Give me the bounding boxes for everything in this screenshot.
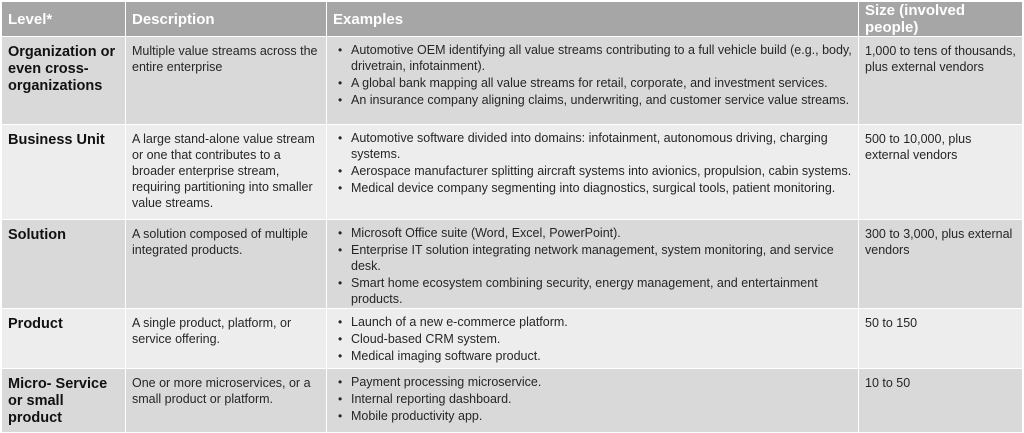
examples-list — [331, 225, 852, 307]
size-cell: 1,000 to tens of thousands, plus external vendors — [859, 37, 1023, 125]
header-examples: Examples — [327, 2, 859, 37]
header-level: Level* — [2, 2, 126, 37]
bullet-icon: • — [338, 349, 343, 363]
table-row — [2, 369, 1023, 433]
example-text: Microsoft Office suite (Word, Excel, PowerPoint). — [351, 226, 621, 240]
bullet-icon: • — [338, 332, 343, 346]
example-text: Enterprise IT solution integrating network management, system monitoring, and service desk. — [351, 243, 834, 273]
example-item — [331, 180, 852, 196]
header-description: Description — [126, 2, 327, 37]
example-text: Internal reporting dashboard. — [351, 392, 512, 406]
example-text: Medical imaging software product. — [351, 349, 541, 363]
example-text: A global bank mapping all value streams for retail, corporate, and investment services. — [351, 76, 828, 90]
examples-cell — [327, 309, 859, 369]
example-item — [331, 42, 852, 74]
example-item — [331, 331, 852, 347]
examples-list — [331, 130, 852, 196]
size-cell: 300 to 3,000, plus external vendors — [859, 220, 1023, 309]
table-row — [2, 220, 1023, 309]
level-cell: Solution — [2, 220, 126, 309]
table-header — [2, 2, 1023, 37]
example-item — [331, 130, 852, 162]
value-stream-levels-table — [1, 1, 1023, 433]
bullet-icon: • — [338, 392, 343, 406]
description-cell: Multiple value streams across the entire enterprise — [126, 37, 327, 125]
bullet-icon: • — [338, 409, 343, 423]
examples-list — [331, 314, 852, 364]
bullet-icon: • — [338, 93, 343, 107]
level-cell: Organization or even cross-organizations — [2, 37, 126, 125]
example-item — [331, 275, 852, 307]
example-item — [331, 408, 852, 424]
example-item — [331, 314, 852, 330]
table-row — [2, 125, 1023, 220]
level-cell: Micro- Service or small product — [2, 369, 126, 433]
level-cell: Product — [2, 309, 126, 369]
example-text: Automotive OEM identifying all value streams contributing to a full vehicle build (e.g., body, drivetrain, infotainment). — [351, 43, 852, 73]
example-text: Launch of a new e-commerce platform. — [351, 315, 568, 329]
description-cell: A single product, platform, or service offering. — [126, 309, 327, 369]
description-cell: A large stand-alone value stream or one that contributes to a broader enterprise stream, requiring partitioning into smaller value streams. — [126, 125, 327, 220]
examples-cell — [327, 125, 859, 220]
bullet-icon: • — [338, 315, 343, 329]
header-size: Size (involved people) — [859, 2, 1023, 37]
level-cell: Business Unit — [2, 125, 126, 220]
examples-cell — [327, 220, 859, 309]
table-row — [2, 309, 1023, 369]
example-text: Mobile productivity app. — [351, 409, 483, 423]
example-text: Payment processing microservice. — [351, 375, 542, 389]
size-cell: 500 to 10,000, plus external vendors — [859, 125, 1023, 220]
bullet-icon: • — [338, 276, 343, 290]
examples-cell — [327, 37, 859, 125]
example-item — [331, 225, 852, 241]
size-cell: 50 to 150 — [859, 309, 1023, 369]
example-text: An insurance company aligning claims, underwriting, and customer service value streams. — [351, 93, 850, 107]
example-text: Cloud-based CRM system. — [351, 332, 501, 346]
bullet-icon: • — [338, 181, 343, 195]
bullet-icon: • — [338, 243, 343, 257]
description-cell: One or more microservices, or a small product or platform. — [126, 369, 327, 433]
bullet-icon: • — [338, 226, 343, 240]
bullet-icon: • — [338, 43, 343, 57]
examples-list — [331, 374, 852, 424]
description-cell: A solution composed of multiple integrated products. — [126, 220, 327, 309]
bullet-icon: • — [338, 375, 343, 389]
header-row — [2, 2, 1023, 37]
examples-list — [331, 42, 852, 108]
example-text: Medical device company segmenting into diagnostics, surgical tools, patient monitoring. — [351, 181, 836, 195]
table-row — [2, 37, 1023, 125]
example-item — [331, 163, 852, 179]
bullet-icon: • — [338, 76, 343, 90]
example-item — [331, 374, 852, 390]
example-item — [331, 348, 852, 364]
example-text: Aerospace manufacturer splitting aircraft systems into avionics, propulsion, cabin systems. — [351, 164, 852, 178]
bullet-icon: • — [338, 164, 343, 178]
example-text: Automotive software divided into domains: infotainment, autonomous driving, charging systems. — [351, 131, 828, 161]
bullet-icon: • — [338, 131, 343, 145]
table-body — [2, 37, 1023, 433]
examples-cell — [327, 369, 859, 433]
example-item — [331, 92, 852, 108]
size-cell: 10 to 50 — [859, 369, 1023, 433]
example-text: Smart home ecosystem combining security, energy management, and entertainment products. — [351, 276, 818, 306]
example-item — [331, 75, 852, 91]
example-item — [331, 242, 852, 274]
example-item — [331, 391, 852, 407]
